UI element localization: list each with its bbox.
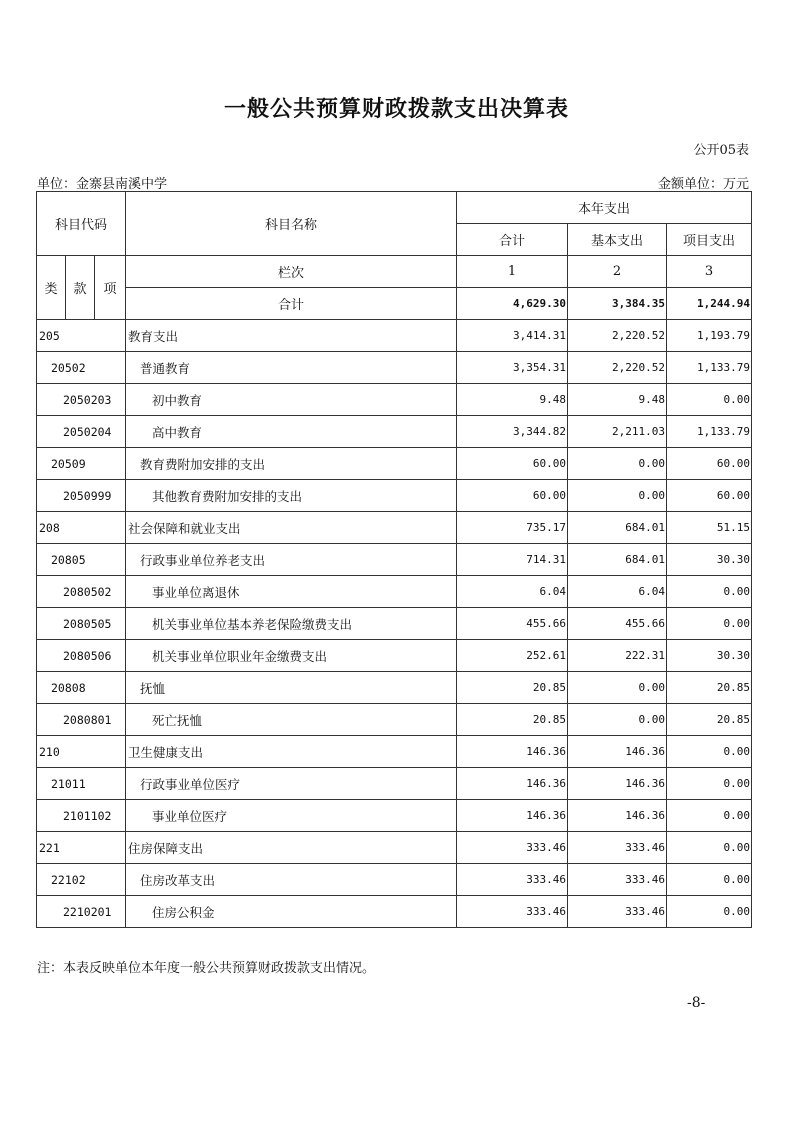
amount-project: 1,133.79 [667, 416, 752, 448]
header-basic: 基本支出 [568, 224, 667, 256]
amount-project: 20.85 [667, 704, 752, 736]
amount-project: 0.00 [667, 736, 752, 768]
amount-total: 146.36 [457, 768, 568, 800]
amount-project: 0.00 [667, 608, 752, 640]
header-col2: 2 [568, 256, 667, 288]
subject-name: 教育支出 [126, 320, 457, 352]
subject-code: 2101102 [37, 800, 126, 832]
subject-name: 教育费附加安排的支出 [126, 448, 457, 480]
amount-project: 1,133.79 [667, 352, 752, 384]
amount-project: 0.00 [667, 832, 752, 864]
amount-total: 20.85 [457, 704, 568, 736]
table-row [37, 640, 752, 672]
table-row [37, 832, 752, 864]
subject-name: 机关事业单位基本养老保险缴费支出 [126, 608, 457, 640]
subject-code: 2080505 [37, 608, 126, 640]
subject-code: 20509 [37, 448, 126, 480]
header-kuan: 款 [66, 256, 95, 320]
amount-basic: 0.00 [568, 480, 667, 512]
subject-code: 20502 [37, 352, 126, 384]
subject-code: 2050999 [37, 480, 126, 512]
header-column-no: 栏次 [126, 256, 457, 288]
amount-project: 0.00 [667, 896, 752, 928]
subject-name: 机关事业单位职业年金缴费支出 [126, 640, 457, 672]
amount-project: 60.00 [667, 448, 752, 480]
total-label: 合计 [126, 288, 457, 320]
expenditure-table [36, 191, 752, 928]
amount-total: 3,414.31 [457, 320, 568, 352]
page-number: -8- [687, 995, 706, 1011]
amount-basic: 146.36 [568, 768, 667, 800]
table-row [37, 544, 752, 576]
total-row [37, 288, 752, 320]
amount-total: 60.00 [457, 480, 568, 512]
table-row [37, 480, 752, 512]
amount-total: 20.85 [457, 672, 568, 704]
amount-project: 0.00 [667, 800, 752, 832]
amount-basic: 333.46 [568, 832, 667, 864]
amount-total: 333.46 [457, 896, 568, 928]
amount-project: 51.15 [667, 512, 752, 544]
amount-total: 714.31 [457, 544, 568, 576]
table-row [37, 736, 752, 768]
amount-total: 735.17 [457, 512, 568, 544]
amount-basic: 333.46 [568, 864, 667, 896]
subject-name: 初中教育 [126, 384, 457, 416]
header-total: 合计 [457, 224, 568, 256]
amount-project: 1,193.79 [667, 320, 752, 352]
amount-basic: 9.48 [568, 384, 667, 416]
subject-code: 22102 [37, 864, 126, 896]
amount-project: 0.00 [667, 576, 752, 608]
subject-code: 208 [37, 512, 126, 544]
table-row [37, 800, 752, 832]
reporting-unit: 单位：金寨县南溪中学 [37, 177, 168, 192]
subject-code: 205 [37, 320, 126, 352]
table-row [37, 864, 752, 896]
subject-code: 2210201 [37, 896, 126, 928]
subject-name: 普通教育 [126, 352, 457, 384]
total-project: 1,244.94 [667, 288, 752, 320]
amount-total: 333.46 [457, 832, 568, 864]
amount-project: 0.00 [667, 768, 752, 800]
header-col1: 1 [457, 256, 568, 288]
subject-code: 20805 [37, 544, 126, 576]
header-current-year: 本年支出 [457, 192, 752, 224]
header-code: 科目代码 [37, 192, 126, 256]
table-row [37, 448, 752, 480]
subject-name: 社会保障和就业支出 [126, 512, 457, 544]
table-row [37, 896, 752, 928]
amount-basic: 222.31 [568, 640, 667, 672]
form-number: 公开05表 [693, 143, 749, 158]
subject-code: 2050204 [37, 416, 126, 448]
header-col3: 3 [667, 256, 752, 288]
amount-basic: 0.00 [568, 704, 667, 736]
amount-basic: 684.01 [568, 512, 667, 544]
subject-name: 住房公积金 [126, 896, 457, 928]
amount-project: 0.00 [667, 384, 752, 416]
amount-total: 9.48 [457, 384, 568, 416]
amount-project: 30.30 [667, 640, 752, 672]
table-row [37, 352, 752, 384]
subject-code: 210 [37, 736, 126, 768]
subject-name: 住房改革支出 [126, 864, 457, 896]
amount-total: 455.66 [457, 608, 568, 640]
amount-basic: 333.46 [568, 896, 667, 928]
amount-total: 146.36 [457, 800, 568, 832]
header-project: 项目支出 [667, 224, 752, 256]
subject-code: 2080502 [37, 576, 126, 608]
amount-basic: 146.36 [568, 736, 667, 768]
subject-name: 抚恤 [126, 672, 457, 704]
subject-name: 高中教育 [126, 416, 457, 448]
header-lei: 类 [37, 256, 66, 320]
amount-basic: 6.04 [568, 576, 667, 608]
table-row [37, 576, 752, 608]
amount-basic: 0.00 [568, 448, 667, 480]
table-row [37, 416, 752, 448]
table-row [37, 608, 752, 640]
subject-name: 其他教育费附加安排的支出 [126, 480, 457, 512]
subject-name: 行政事业单位养老支出 [126, 544, 457, 576]
table-row [37, 672, 752, 704]
table-row [37, 768, 752, 800]
subject-name: 住房保障支出 [126, 832, 457, 864]
subject-code: 221 [37, 832, 126, 864]
amount-basic: 146.36 [568, 800, 667, 832]
table-row [37, 512, 752, 544]
amount-basic: 455.66 [568, 608, 667, 640]
amount-total: 6.04 [457, 576, 568, 608]
table-row [37, 320, 752, 352]
header-xiang: 项 [95, 256, 126, 320]
amount-total: 146.36 [457, 736, 568, 768]
page-title: 一般公共预算财政拨款支出决算表 [223, 96, 569, 122]
subject-code: 2080801 [37, 704, 126, 736]
amount-project: 20.85 [667, 672, 752, 704]
amount-total: 60.00 [457, 448, 568, 480]
subject-code: 2050203 [37, 384, 126, 416]
subject-name: 卫生健康支出 [126, 736, 457, 768]
subject-name: 死亡抚恤 [126, 704, 457, 736]
subject-code: 21011 [37, 768, 126, 800]
table-row [37, 704, 752, 736]
subject-name: 行政事业单位医疗 [126, 768, 457, 800]
total-total: 4,629.30 [457, 288, 568, 320]
subject-code: 2080506 [37, 640, 126, 672]
total-basic: 3,384.35 [568, 288, 667, 320]
subject-name: 事业单位医疗 [126, 800, 457, 832]
amount-project: 0.00 [667, 864, 752, 896]
amount-basic: 0.00 [568, 672, 667, 704]
amount-project: 30.30 [667, 544, 752, 576]
amount-total: 252.61 [457, 640, 568, 672]
subject-code: 20808 [37, 672, 126, 704]
money-unit: 金额单位：万元 [657, 177, 749, 192]
table-row [37, 384, 752, 416]
footnote: 注：本表反映单位本年度一般公共预算财政拨款支出情况。 [37, 961, 376, 976]
header-name: 科目名称 [126, 192, 457, 256]
amount-total: 333.46 [457, 864, 568, 896]
amount-basic: 2,211.03 [568, 416, 667, 448]
amount-total: 3,344.82 [457, 416, 568, 448]
amount-basic: 2,220.52 [568, 352, 667, 384]
amount-basic: 684.01 [568, 544, 667, 576]
amount-project: 60.00 [667, 480, 752, 512]
amount-total: 3,354.31 [457, 352, 568, 384]
subject-name: 事业单位离退休 [126, 576, 457, 608]
amount-basic: 2,220.52 [568, 320, 667, 352]
